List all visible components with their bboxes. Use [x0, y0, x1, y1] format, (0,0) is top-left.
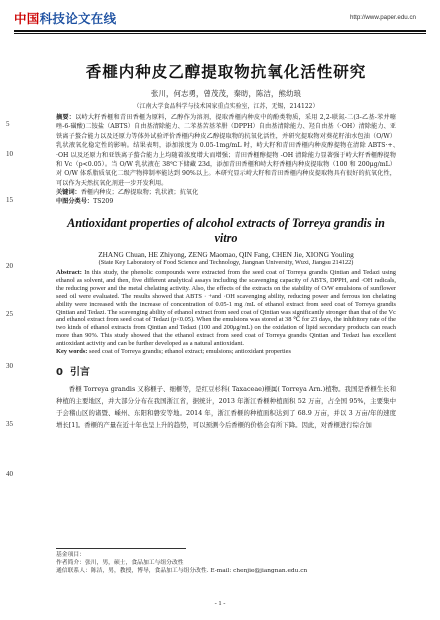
authors-cn: 张川，何志勇，曾茂茂，秦昉，陈洁，熊幼琅 [151, 89, 301, 98]
footnote-line: 通信联系人：陈洁，男，教授，博导，食品加工与组分改性. E-mail: chenjie@jiangnan.edu.cn [56, 568, 308, 574]
paper-title-en: Antioxidant properties of alcohol extracts of Torreya grandis in vitro [67, 216, 385, 246]
abstract-en-text: In this study, the phenolic compounds were extracted from the seed coat of Torreya grandis Qintian and Tedazi using ethanol as solvent, and then, five different analytical assays including the scavenging capacity of ABTS, DPPH, and ·OH radicals, the reducing power and the metal chelating activity. Also, the effects of the extracts on the stability of O/W emulsions of sunflower seed oil were evaluated. The results showed that ABTS · +and ·OH scavenging ability, reducing power and ferrous ion chelating ability were increased with the increase of concentration of 0.05-1 mg /mL of ethanol extract from seed coat of Torreya grandis Qintian and Tedazi. The scavenging ability of ethanol extract from seed coat of Qintian was significantly stronger than that of the Vc and ethanol extract from seed coat of Tedazi (p<0.05). When the emulsions was stored at 38 ℃ for 23 days, the inhibitory rate of the two kinds of ethanol extracts from Qintian and Tedazi (100 and 200μg/mL) on the oxidation of lipid secondary products can reach more than 90%. This study showed that the ethanol extract from seed coat of Torreya grandis Qintian and Tedazi has excellent antioxidant activity and can be further developed as a natural antioxidant. [56, 269, 396, 348]
keywords-cn-text: 香榧内种皮；乙醇提取物；乳状液；抗氧化 [80, 189, 199, 197]
site-url[interactable]: http://www.paper.edu.cn [349, 14, 416, 21]
site-header [0, 0, 440, 38]
abstract-cn [56, 113, 396, 188]
paper-body [56, 52, 396, 431]
footnote [56, 551, 396, 575]
class-number-text: TS209 [93, 198, 114, 206]
keywords-en-text: seed coat of Torreya grandis; ethanol extract; emulsions; antioxidant properties [89, 348, 291, 356]
abstract-cn-text: 以峙大籽香榧和青田香榧为原料，乙醇作为溶剂，提取香榧内种皮中的酚类物质，采用 2,2-联氮-二(3-乙基-苯并噻唑-6-磺酸)二铵盐（ABTS）自由基清除能力、二苯基苦基苯肼（DPPH）自由基清除能力、羟自由基（·OH）清除能力、亚铁离子螯合能力以及还原力等体外试验评价香榧内种皮乙醇提取物的抗氧化活性，并研究提取物对葵花籽油水包油（O/W）乳状液氧化稳定性的影响。结果表明，添加浓度为 0.05-1mg/mL 时，峙大籽和青田香榧内种皮醇提物在清除 ABTS·+、·OH 以及还原力和亚铁离子螯合能力上均随着浓度增大而增强；青田香榧醇提物 -OH 清除能力显著强于峙大籽香榧醇提物和 Vc（p<0.05）。当 O/W 乳状液在 38℃下储藏 23d，添加青田香榧和峙大籽香榧内种皮提取物（100 和 200μg/mL）对 O/W 体系脂质氧化二级产物抑制率能达到 90%以上。本研究显示峙大籽和青田香榧内种皮提取物具有很好的抗氧化性，可以作为天然抗氧化剂进一步开发利用。 [56, 114, 396, 187]
class-number-label: 中图分类号： [56, 198, 94, 206]
footnote-rule [56, 548, 186, 549]
line-number: 15 [6, 196, 13, 204]
keywords-en [56, 348, 396, 356]
logo-text-red: 中国 [14, 11, 40, 26]
keywords-en-label: Key words: [56, 348, 88, 356]
section-title: 引言 [69, 367, 90, 379]
line-numbers [0, 0, 24, 620]
line-number: 25 [6, 310, 13, 318]
keywords-cn-label: 关键词： [56, 189, 81, 197]
section-number: 0 [56, 367, 63, 379]
footnote-line: 作者简介：张川，男，硕士，食品加工与组分改性 [56, 560, 184, 566]
line-number: 30 [6, 362, 13, 370]
paper-title-cn: 香榧内种皮乙醇提取物抗氧化活性研究 [85, 63, 367, 81]
line-number: 5 [6, 120, 10, 128]
section-heading [56, 363, 396, 378]
keywords-cn [56, 188, 396, 197]
line-number: 10 [6, 150, 13, 158]
header-rule-thick [14, 30, 426, 32]
abstract-cn-label: 摘要： [56, 114, 76, 121]
affiliation-en: (State Key Laboratory of Food Science and Technology, Jiangnan University, Wuxi, Jiangsu 214122) [98, 259, 354, 267]
abstract-en-label: Abstract: [56, 269, 82, 277]
page-number: - 1 - [214, 600, 226, 607]
intro-paragraph: 香榧 Torreya grandis 又称榧子、细榧等，是红豆杉科( Taxaceae)榧属( Torreya Arn.)植物。我国是香榧生长和种植的主要地区，并大部分分布在我国浙江省，据统计，2013 年浙江香榧种植面积 52 万亩，占全国 95%，主要集中于会稽山区的诸暨、嵊州、东阳和磐安等地。2014 年，浙江香榧的种植面积达到了 68.9 万亩，并以 3 万亩/年的速度增长[1]。香榧的产量在近十年也呈上升的趋势，可以预测今后香榧的价格会有所下降。因此，对香榧进行综合加 [56, 385, 396, 430]
affiliation-cn: （江南大学食品科学与技术国家重点实验室，江苏，无锡，214122） [133, 103, 319, 110]
line-number: 40 [6, 470, 13, 478]
class-number [56, 197, 396, 206]
site-logo[interactable] [14, 9, 116, 27]
abstract-en [56, 269, 396, 348]
header-rule-thin [14, 33, 426, 34]
logo-text-blue: 科技论文在线 [39, 11, 117, 26]
line-number: 20 [6, 262, 13, 270]
line-number: 35 [6, 420, 13, 428]
authors-en: ZHANG Chuan, HE Zhiyong, ZENG Maomao, QIN Fang, CHEN Jie, XIONG Youling [98, 250, 354, 260]
footnote-line: 基金项目： [56, 552, 85, 558]
